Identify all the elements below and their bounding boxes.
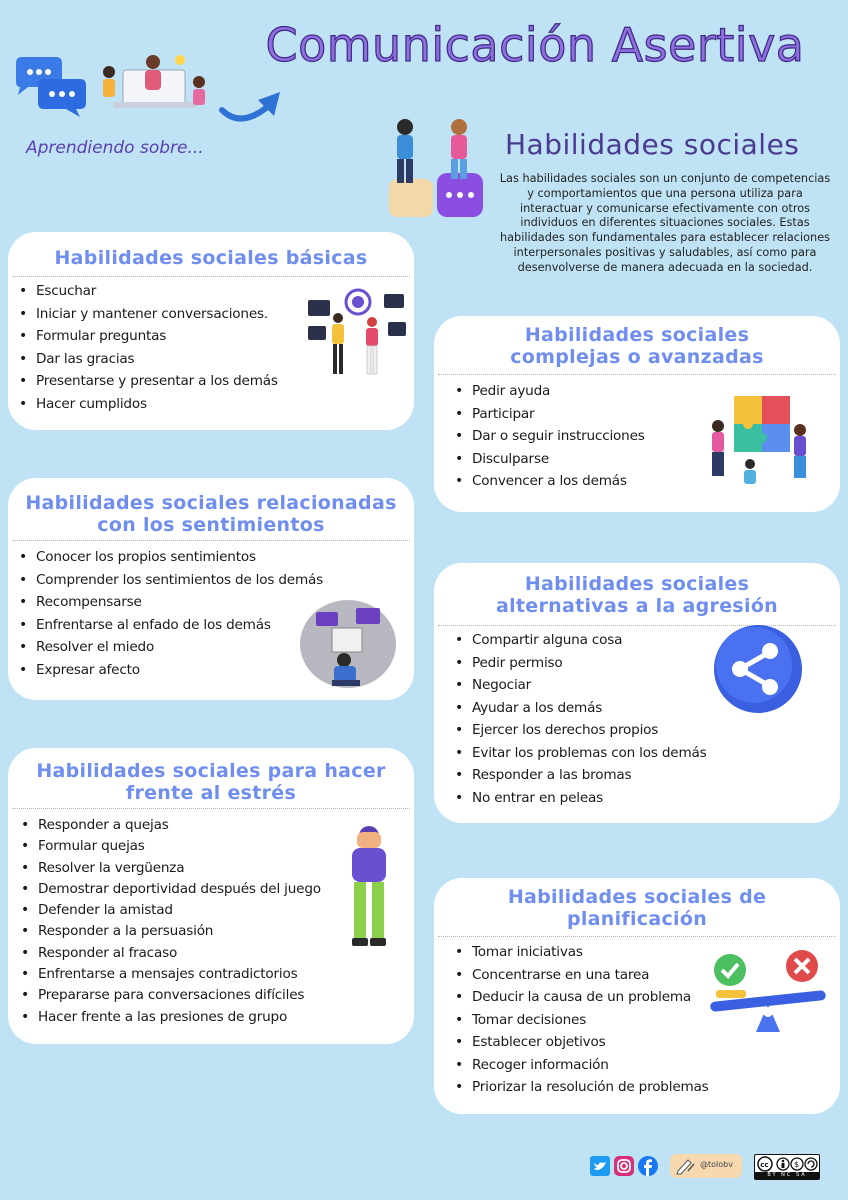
list-item: • Resolver la vergüenza <box>16 858 321 879</box>
card-planificacion <box>434 878 840 1114</box>
license-text: BY NC SA <box>755 1172 819 1179</box>
card-basicas-list <box>14 280 278 415</box>
chat-bubbles-icon <box>10 55 90 120</box>
target-business-illustration <box>304 288 410 380</box>
list-item: • Recompensarse <box>14 591 323 614</box>
curved-arrow-icon <box>218 86 288 128</box>
card-sentimientos-title: Habilidades sociales relacionadas con los sentimientos <box>25 492 397 536</box>
list-item: • Prepararse para conversaciones difíciles <box>16 985 321 1006</box>
list-item: • Ayudar a los demás <box>450 697 707 720</box>
card-estres <box>8 748 414 1044</box>
card-agresion-list <box>450 629 707 809</box>
card-estres-list <box>16 815 321 1028</box>
list-item: • Ejercer los derechos propios <box>450 719 707 742</box>
list-item: • Pedir ayuda <box>450 380 645 403</box>
list-item: • Responder a quejas <box>16 815 321 836</box>
card-agresion <box>434 563 840 823</box>
page-title: Comunicación Asertiva <box>265 18 805 72</box>
list-item: • Establecer objetivos <box>450 1031 709 1054</box>
card-sentimientos-list <box>14 546 323 681</box>
list-item: • Hacer frente a las presiones de grupo <box>16 1007 321 1028</box>
card-estres-title: Habilidades sociales para hacer frente al estrés <box>36 760 386 804</box>
people-chatting-illustration <box>385 113 490 225</box>
facebook-icon[interactable] <box>638 1156 658 1176</box>
list-item: • Recoger información <box>450 1054 709 1077</box>
stressed-person-illustration <box>344 824 394 950</box>
list-item: • Resolver el miedo <box>14 636 323 659</box>
list-item: • Hacer cumplidos <box>14 393 278 416</box>
card-basicas <box>8 232 414 430</box>
list-item: • Enfrentarse a mensajes contradictorios <box>16 964 321 985</box>
list-item: • Responder a la persuasión <box>16 921 321 942</box>
list-item: • Responder a las bromas <box>450 764 707 787</box>
list-item: • Dar o seguir instrucciones <box>450 425 645 448</box>
list-item: • Formular preguntas <box>14 325 278 348</box>
subtitle-learning: Aprendiendo sobre... <box>26 138 204 158</box>
svg-text:$: $ <box>794 1160 800 1169</box>
list-item: • Priorizar la resolución de problemas <box>450 1076 709 1099</box>
card-complejas-title: Habilidades sociales complejas o avanzadas <box>510 324 764 368</box>
list-item: • Expresar afecto <box>14 659 323 682</box>
section-title: Habilidades sociales <box>505 128 800 161</box>
list-item: • Formular quejas <box>16 836 321 857</box>
author-badge <box>670 1154 742 1178</box>
pencil-icon <box>676 1157 698 1175</box>
svg-text:cc: cc <box>760 1161 769 1169</box>
list-item: • Negociar <box>450 674 707 697</box>
list-item: • Participar <box>450 403 645 426</box>
laptop-team-illustration <box>95 52 215 114</box>
card-planificacion-list <box>450 941 709 1099</box>
footer <box>590 1154 830 1180</box>
list-item: • Pedir permiso <box>450 652 707 675</box>
list-item: • Enfrentarse al enfado de los demás <box>14 614 323 637</box>
list-item: • Tomar iniciativas <box>450 941 709 964</box>
list-item: • No entrar en peleas <box>450 787 707 810</box>
list-item: • Defender la amistad <box>16 900 321 921</box>
list-item: • Compartir alguna cosa <box>450 629 707 652</box>
share-icon <box>710 621 806 717</box>
list-item: • Concentrarse en una tarea <box>450 964 709 987</box>
cc-logo-icon <box>757 1156 819 1172</box>
list-item: • Presentarse y presentar a los demás <box>14 370 278 393</box>
card-agresion-title: Habilidades sociales alternativas a la agresión <box>495 573 778 617</box>
list-item: • Iniciar y mantener conversaciones. <box>14 303 278 326</box>
list-item: • Tomar decisiones <box>450 1009 709 1032</box>
cc-license-icon[interactable] <box>754 1154 820 1180</box>
card-complejas <box>434 316 840 512</box>
list-item: • Conocer los propios sentimientos <box>14 546 323 569</box>
puzzle-teamwork-illustration <box>704 386 816 490</box>
card-basicas-title: Habilidades sociales básicas <box>54 247 368 269</box>
list-item: • Convencer a los demás <box>450 470 645 493</box>
author-handle: @tolobv <box>700 1160 733 1169</box>
list-item: • Escuchar <box>14 280 278 303</box>
list-item: • Evitar los problemas con los demás <box>450 742 707 765</box>
list-item: • Disculparse <box>450 448 645 471</box>
intro-paragraph: Las habilidades sociales son un conjunto de competencias y comportamientos que una persona utiliza para interactuar y comunicarse efectivamente con otros individuos en diferentes situaciones sociales. Estas habilidades son fundamentales para establecer relaciones interpersonales positivas y saludables, así como para desenvolverse de manera adecuada en la sociedad. <box>499 172 831 274</box>
card-planificacion-title: Habilidades sociales de planificación <box>507 886 767 930</box>
list-item: • Demostrar deportividad después del juego <box>16 879 321 900</box>
instagram-icon[interactable] <box>614 1156 634 1176</box>
card-complejas-list <box>450 380 645 493</box>
list-item: • Responder al fracaso <box>16 943 321 964</box>
card-sentimientos <box>8 478 414 700</box>
list-item: • Deducir la causa de un problema <box>450 986 709 1009</box>
list-item: • Dar las gracias <box>14 348 278 371</box>
decision-seesaw-illustration <box>706 948 830 1032</box>
list-item: • Comprender los sentimientos de los demás <box>14 569 323 592</box>
twitter-icon[interactable] <box>590 1156 610 1176</box>
sad-child-illustration <box>298 598 398 690</box>
